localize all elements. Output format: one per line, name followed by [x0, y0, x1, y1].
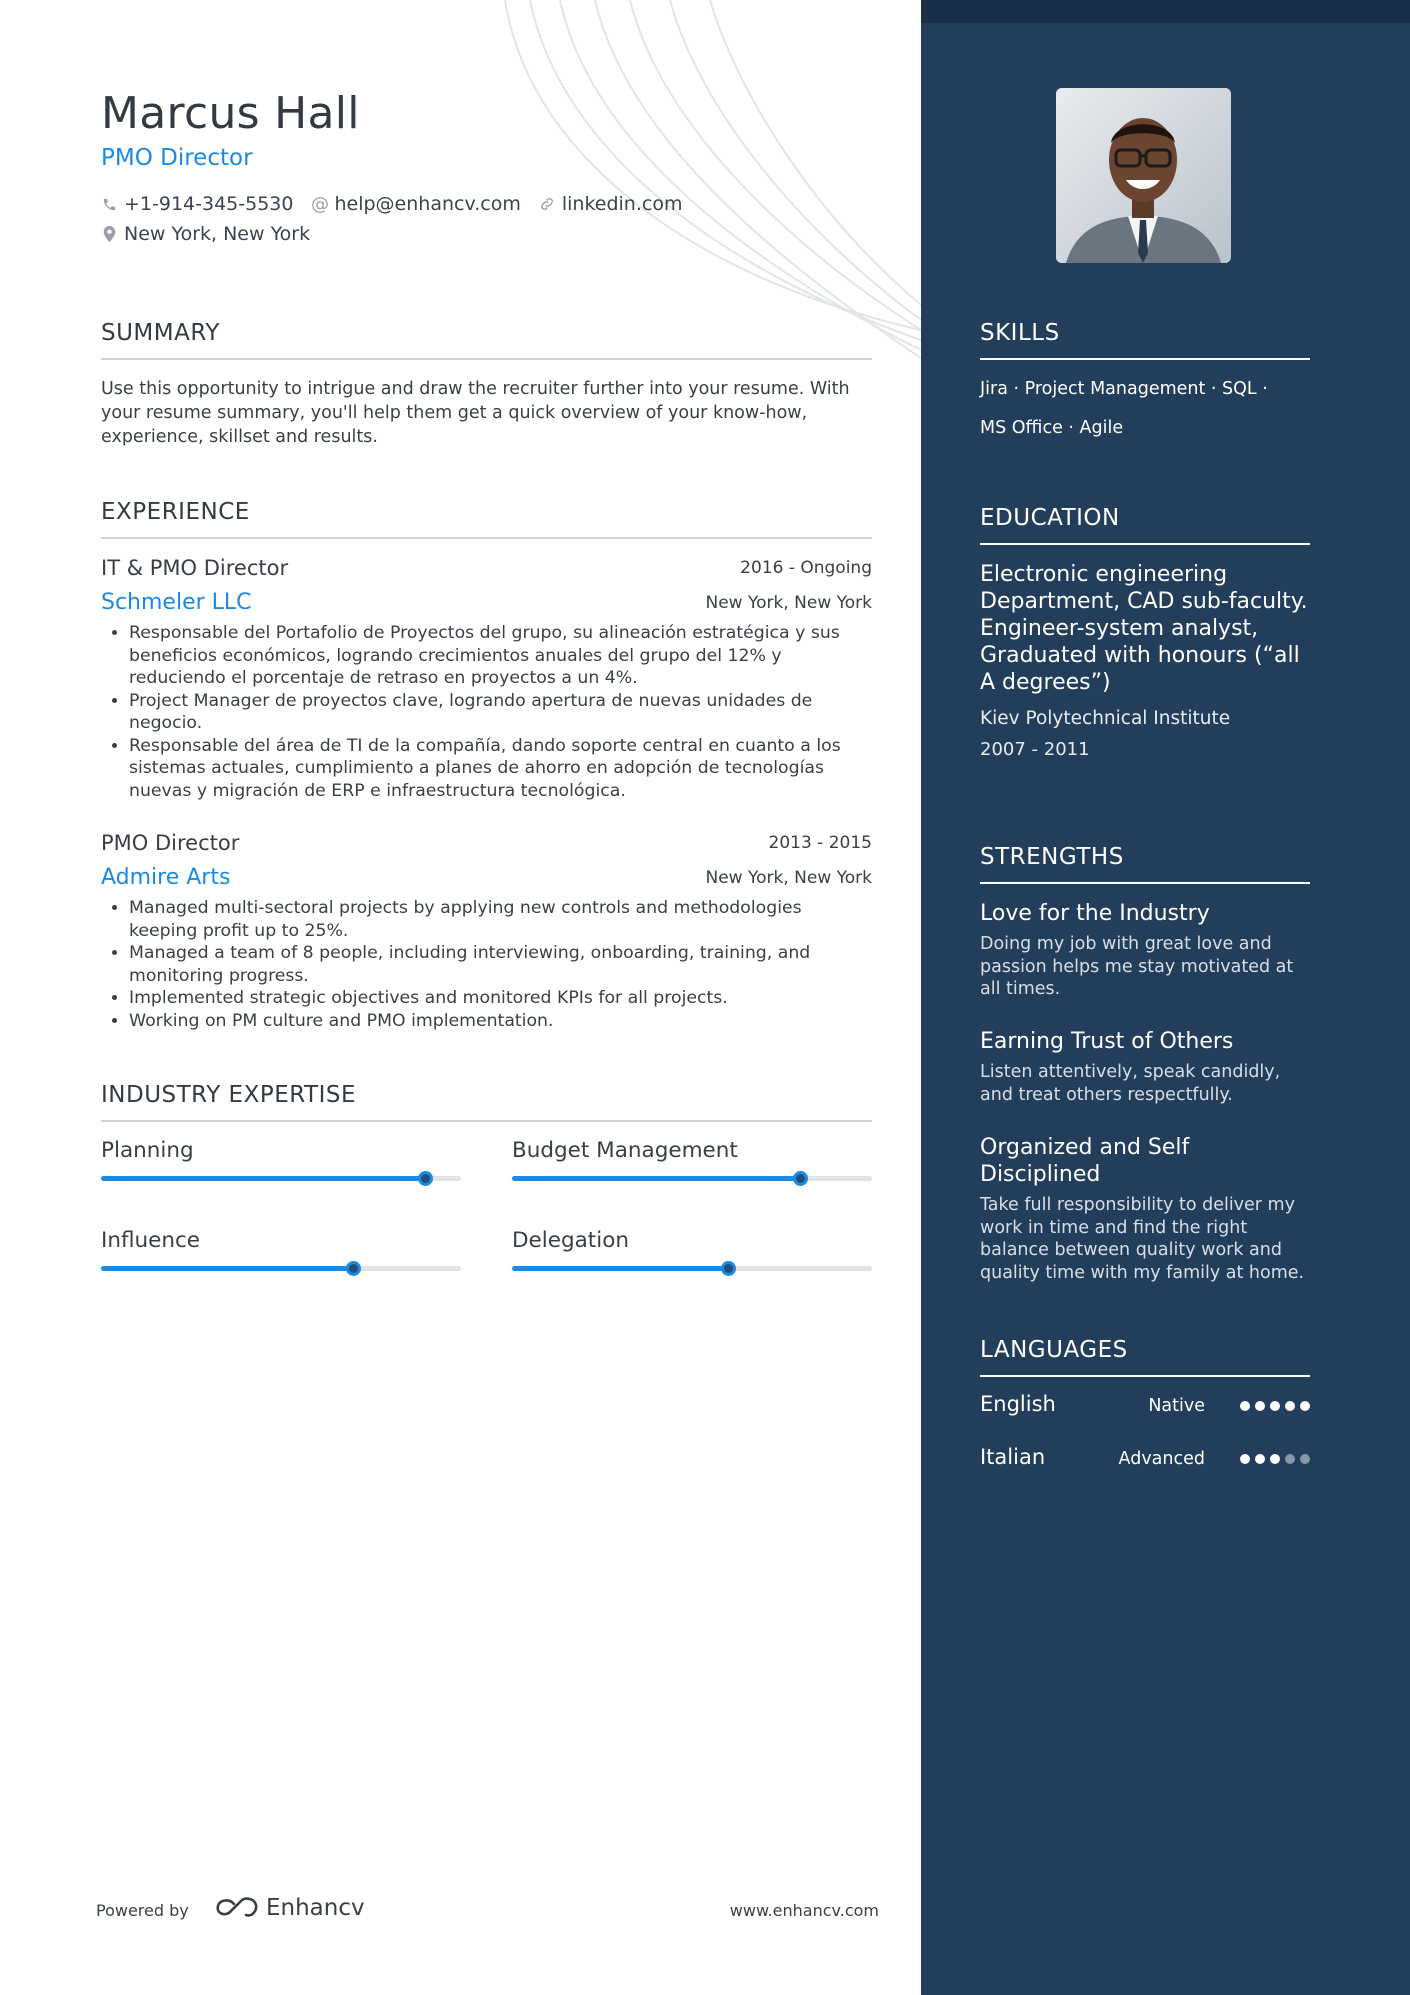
expertise-bar [512, 1176, 872, 1181]
at-icon: @ [310, 193, 329, 215]
job-date: 2016 - Ongoing [740, 558, 872, 578]
expertise-bar-knob [721, 1261, 736, 1276]
job-date: 2013 - 2015 [768, 833, 872, 853]
expertise-bar-knob [346, 1261, 361, 1276]
strength-desc: Take full responsibility to deliver my work in time and find the right balance between quality work and quality time with my family at home. [980, 1195, 1305, 1283]
education-entry [980, 561, 1310, 760]
expertise-bar [101, 1266, 461, 1271]
enhancv-logo[interactable] [214, 1895, 365, 1921]
language-dot [1240, 1401, 1250, 1411]
powered-by-text: Powered by [96, 1901, 189, 1920]
job-location: New York, New York [705, 868, 872, 888]
language-level: Native [1148, 1396, 1205, 1416]
expertise-item [512, 1138, 872, 1163]
enhancv-logo-text: Enhancv [266, 1895, 365, 1921]
education-degree: Engineer-system analyst, Graduated with honours (“all A degrees”) [980, 616, 1300, 695]
language-row [980, 1445, 1310, 1475]
contact-linkedin[interactable] [539, 193, 683, 215]
job-company: Schmeler LLC [101, 590, 252, 615]
linkedin-text: linkedin.com [561, 193, 683, 215]
summary-text: Use this opportunity to intrigue and draw the recruiter further into your resume. With your resume summary, you'll help them get a quick overview of your know-how, experience, skillset and results. [101, 379, 850, 447]
expertise-bar-fill [101, 1176, 425, 1181]
education-degree: Electronic engineering Department, CAD sub-faculty. [980, 562, 1308, 614]
contact-row-location [101, 223, 328, 245]
contact-location [101, 223, 310, 245]
job-bullet: • Responsable del área de TI de la compañía, dando soporte central en cuanto a los sistemas actuales, cumplimiento a planes de ahorro en adopción de tecnologías nuevas y migración de ERP e infraestructura tecnológica. [129, 735, 872, 803]
strengths-heading: STRENGTHS [980, 844, 1310, 884]
education-date: 2007 - 2011 [980, 739, 1090, 760]
language-dot [1255, 1401, 1265, 1411]
language-dots [1235, 1454, 1310, 1464]
skills-list [980, 370, 1310, 448]
language-dots [1235, 1401, 1310, 1411]
language-dot [1285, 1401, 1295, 1411]
job-bullets [101, 897, 872, 1032]
strength-title: Organized and Self Disciplined [980, 1135, 1190, 1187]
job-bullets [101, 622, 872, 802]
job-bullet: • Managed multi-sectoral projects by applying new controls and methodologies keeping profit up to 25%. [129, 897, 872, 942]
expertise-name: Delegation [512, 1228, 629, 1253]
skills-line: MS Office · Agile [980, 418, 1124, 438]
contact-phone[interactable] [101, 193, 293, 215]
profile-photo [1056, 88, 1231, 263]
expertise-name: Planning [101, 1138, 194, 1163]
job-bullet: • Managed a team of 8 people, including interviewing, onboarding, training, and monitoring progress. [129, 942, 872, 987]
footer [96, 1895, 879, 1925]
education-heading: EDUCATION [980, 505, 1310, 545]
language-dot [1270, 1401, 1280, 1411]
experience-heading: EXPERIENCE [101, 499, 872, 539]
strength-title: Earning Trust of Others [980, 1029, 1234, 1054]
expertise-bar-fill [512, 1176, 800, 1181]
job-bullet: • Project Manager de proyectos clave, logrando apertura de nuevas unidades de negocio. [129, 690, 872, 735]
email-text: help@enhancv.com [334, 193, 521, 215]
expertise-bar [101, 1176, 461, 1181]
location-text: New York, New York [124, 223, 311, 245]
language-dot [1255, 1454, 1265, 1464]
contact-row [101, 193, 700, 215]
job-title: IT & PMO Director [101, 556, 289, 580]
contact-email[interactable] [311, 193, 520, 215]
location-pin-icon [101, 226, 118, 243]
job-bullet: • Implemented strategic objectives and monitored KPIs for all projects. [129, 987, 872, 1010]
phone-text: +1-914-345-5530 [124, 193, 294, 215]
languages-heading: LANGUAGES [980, 1337, 1310, 1377]
strength-item [980, 900, 1310, 1001]
expertise-name: Budget Management [512, 1138, 738, 1163]
expertise-name: Influence [101, 1228, 201, 1253]
education-school: Kiev Polytechnical Institute [980, 708, 1231, 729]
industry-expertise-heading: INDUSTRY EXPERTISE [101, 1082, 872, 1122]
phone-icon [101, 196, 118, 213]
expertise-bar-fill [512, 1266, 728, 1271]
job-location: New York, New York [705, 593, 872, 613]
language-level: Advanced [1118, 1449, 1205, 1469]
expertise-bar-knob [793, 1171, 808, 1186]
language-dot [1240, 1454, 1250, 1464]
sidebar-top-band [921, 0, 1410, 23]
expertise-bar-fill [101, 1266, 353, 1271]
strength-item [980, 1134, 1310, 1284]
language-dot [1270, 1454, 1280, 1464]
job-bullet: • Working on PM culture and PMO implementation. [129, 1010, 872, 1033]
expertise-bar-knob [418, 1171, 433, 1186]
summary-heading: SUMMARY [101, 320, 872, 360]
strength-item [980, 1028, 1310, 1106]
language-dot [1285, 1454, 1295, 1464]
strength-title: Love for the Industry [980, 901, 1210, 926]
expertise-item [101, 1138, 461, 1163]
candidate-name: Marcus Hall [101, 88, 360, 139]
enhancv-logo-icon [214, 1896, 260, 1920]
strength-desc: Listen attentively, speak candidly, and treat others respectfully. [980, 1062, 1281, 1105]
link-icon [539, 196, 556, 213]
job-title: PMO Director [101, 831, 240, 855]
expertise-item [512, 1228, 872, 1253]
job-company: Admire Arts [101, 865, 231, 890]
website-link[interactable]: www.enhancv.com [729, 1901, 879, 1920]
sidebar [921, 0, 1410, 1995]
language-name: Italian [980, 1445, 1046, 1469]
skills-heading: SKILLS [980, 320, 1310, 360]
language-dot [1300, 1454, 1310, 1464]
language-dot [1300, 1401, 1310, 1411]
expertise-bar [512, 1266, 872, 1271]
expertise-item [101, 1228, 461, 1253]
language-name: English [980, 1392, 1056, 1416]
strength-desc: Doing my job with great love and passion helps me stay motivated at all times. [980, 934, 1294, 999]
job-bullet: • Responsable del Portafolio de Proyectos del grupo, su alineación estratégica y sus beneficios económicos, logrando crecimientos anuales del grupo del 12% y reduciendo el porcentaje de retraso en proyectos a un 4%. [129, 622, 872, 690]
decorative-arcs [0, 0, 921, 360]
skills-line: Jira · Project Management · SQL · [980, 379, 1268, 399]
language-row [980, 1392, 1310, 1422]
candidate-title: PMO Director [101, 145, 253, 171]
